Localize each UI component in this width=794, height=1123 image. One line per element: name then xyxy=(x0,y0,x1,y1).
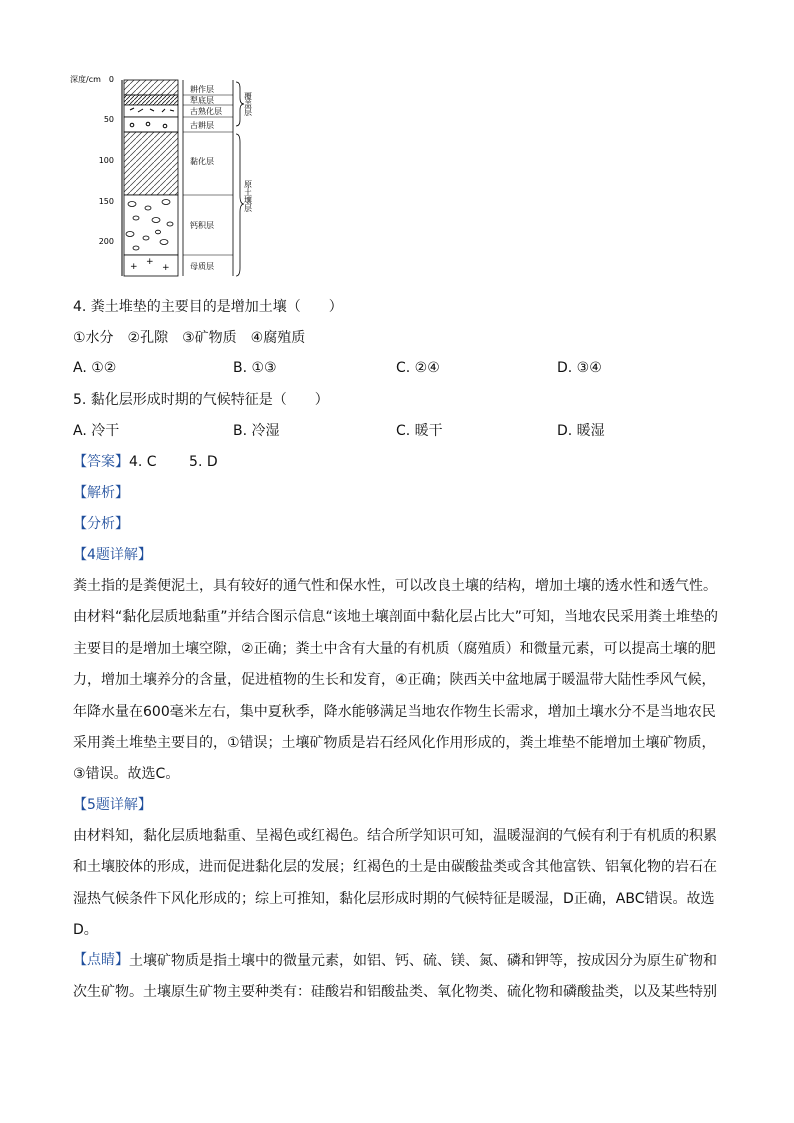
svg-text:+: + xyxy=(146,257,154,267)
label-tillage: 耕作层 xyxy=(190,85,214,94)
q4-option-b: B. ①③ xyxy=(233,360,277,376)
q4-option-a: A. ①② xyxy=(73,360,117,376)
q4-stem: 4. 粪土堆垫的主要目的是增加土壤（ ） xyxy=(73,299,343,315)
fenxi-label: 【分析】 xyxy=(73,516,129,532)
note-text: 土壤矿物质是指土壤中的微量元素，如铝、钙、硫、镁、氮、磷和钾等，按成因分为原生矿物和次生矿物。土壤原生矿物主要种类有：硅酸岩和铝酸盐类、氧化物类、硫化物和磷酸盐类，以及某些特别 xyxy=(73,953,717,1001)
tick-200: 200 xyxy=(98,237,114,246)
layer-tillage xyxy=(124,80,178,95)
layer-argillic xyxy=(124,132,178,195)
tick-0: 0 xyxy=(108,75,114,84)
q4-detail-label: 【4题详解】 xyxy=(73,547,152,563)
label-ancient-mature: 古熟化层 xyxy=(190,107,222,116)
q4-detail-text: 粪土指的是粪便泥土，具有较好的通气性和保水性，可以改良土壤的结构，增加土壤的透水性和透气性。由材料“黏化层质地黏重”并结合图示信息“该地土壤剖面中黏化层占比大”可知，当地农民采用粪土堆垫的主要目的是增加土壤空隙，②正确；粪土中含有大量的有机质（腐殖质）和微量元素，可以提高土壤的肥力，增加土壤养分的含量，促进植物的生长和发育，④正确；陕西关中盆地属于暖温带大陆性季风气候，年降水量在600毫米左右，集中夏秋季，降水能够满足当地农作物生长需求，增加土壤水分不是当地农民采用粪土堆垫主要目的，①错误；土壤矿物质是岩石经风化作用形成的，粪土堆垫不能增加土壤矿物质，③错误。故选C。 xyxy=(73,578,719,783)
label-parent: 母质层 xyxy=(190,262,214,271)
q5-detail-text: 由材料知，黏化层质地黏重、呈褐色或红褐色。结合所学知识可知，温暖湿润的气候有利于有机质的积累和土壤胶体的形成，进而促进黏化层的发展；红褐色的土是由碳酸盐类或含其他富铁、铝氧化物的岩石在湿热气候条件下风化形成的；综上可推知，黏化层形成时期的气候特征是暖湿，D正确，ABC错误。故选D。 xyxy=(73,828,717,939)
svg-text:+: + xyxy=(162,263,170,273)
tick-150: 150 xyxy=(98,197,114,206)
answer-text: 4. C 5. D xyxy=(129,454,218,470)
layer-ancient-mature xyxy=(124,105,178,117)
q4-option-d: D. ③④ xyxy=(557,360,602,376)
analysis-label: 【解析】 xyxy=(73,485,129,501)
layer-ancient-tillage xyxy=(124,117,178,132)
depth-axis-title: 深度/cm xyxy=(70,75,101,84)
q5-option-d: D. 暖湿 xyxy=(557,423,605,439)
answer-label: 【答案】 xyxy=(73,454,129,470)
q4-option-c: C. ②④ xyxy=(396,360,440,376)
layer-plow-pan xyxy=(124,95,178,105)
tick-50: 50 xyxy=(103,115,114,124)
q5-option-a: A. 冷干 xyxy=(73,423,120,439)
answer-line xyxy=(73,452,218,472)
tick-100: 100 xyxy=(98,156,114,165)
label-calcic: 钙积层 xyxy=(190,221,214,230)
label-argillic: 黏化层 xyxy=(190,157,214,166)
svg-text:+: + xyxy=(130,262,138,272)
label-ancient-tillage: 古耕层 xyxy=(190,121,214,130)
group-original: 原土壤层 xyxy=(243,180,253,212)
q5-stem: 5. 黏化层形成时期的气候特征是（ ） xyxy=(73,392,329,408)
label-plow-pan: 犁底层 xyxy=(190,96,214,105)
soil-profile-figure xyxy=(70,72,270,282)
q5-option-c: C. 暖干 xyxy=(396,423,443,439)
group-cover: 覆盖层 xyxy=(243,92,253,116)
q5-option-b: B. 冷湿 xyxy=(233,423,280,439)
q5-detail-label: 【5题详解】 xyxy=(73,797,152,813)
q4-items: ①水分 ②孔隙 ③矿物质 ④腐殖质 xyxy=(73,330,306,346)
note-label: 【点睛】 xyxy=(73,952,129,968)
layer-calcic xyxy=(124,195,178,255)
